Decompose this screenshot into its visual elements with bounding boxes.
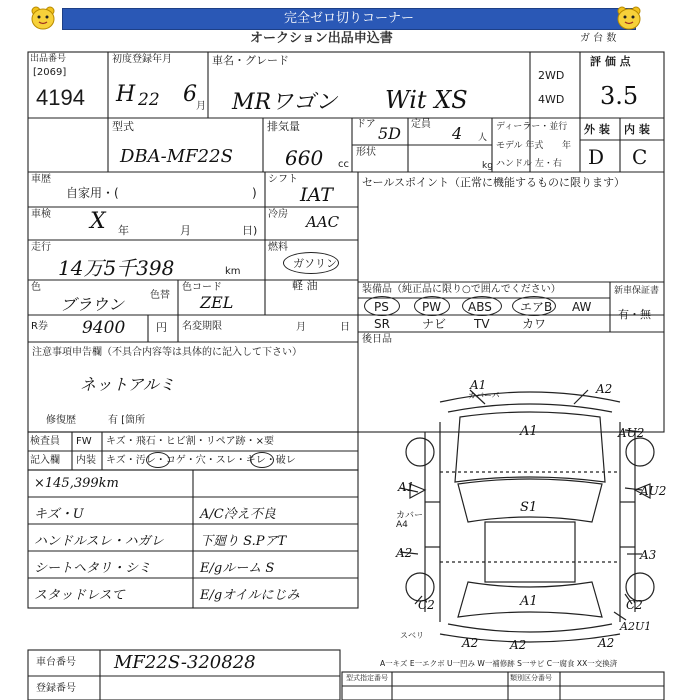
color-code-value: ZEL (200, 293, 234, 312)
type-designation-label: 型式指定番号 (346, 674, 388, 682)
door-value: 5D (378, 124, 402, 143)
equip-ps: PS (374, 300, 389, 314)
model-label: 車名・グレード (212, 54, 289, 67)
name-change-label: 名変期限 (182, 321, 222, 332)
inspection-month: 月 (180, 224, 191, 237)
interior-label: 内 装 (624, 123, 650, 136)
new-car-warranty-value: 有・無 (618, 308, 651, 321)
handle-label: ハンドル 左・右 (496, 159, 562, 169)
exterior-grade: D (588, 145, 605, 169)
ac-value: AAC (306, 213, 340, 231)
name-change-month: 月 (296, 322, 306, 333)
damage-legend: A一キズ E一エクボ U一凹み W一補修跡 S一サビ C一腐食 XX一交換済 (380, 659, 618, 668)
header-right-label: ガ 台 数 (580, 33, 617, 44)
door-label: ドア (356, 119, 376, 130)
notes-value: ネットアルミ (80, 375, 175, 394)
damage-a2-bottom-1: A2 (462, 636, 479, 650)
damage-a2-left: A2 (396, 546, 413, 560)
damage-c2-left: C2 (418, 598, 435, 612)
damage-a2-top: A2 (596, 382, 613, 396)
model-year-label: モデル 年式 (496, 141, 544, 151)
remark-left-3: ハンドルスレ・ハガレ (34, 534, 164, 549)
equip-abs: ABS (468, 300, 492, 314)
damage-s1: S1 (520, 500, 538, 515)
inspection-label: 車検 (31, 209, 51, 220)
model-value: MRワゴン (232, 90, 338, 115)
new-car-warranty-label: 新車保証書 (614, 286, 660, 296)
equip-pw-circle (414, 296, 450, 316)
usage-value: 自家用・( (66, 186, 119, 200)
inspector-label: 検査員 (30, 436, 60, 447)
damage-au2-right2: AU2 (640, 484, 667, 498)
repair-history-value: 有 [箇所 (108, 415, 146, 426)
year-unit: 年 (562, 141, 572, 151)
lot-code: [2069] (33, 67, 67, 78)
color-label: 色 (31, 282, 41, 293)
damage-a1-top: A1 (470, 378, 487, 392)
shape-label: 形状 (356, 147, 376, 158)
equip-aw: AW (572, 300, 592, 314)
recycle-label: R券 (31, 321, 48, 332)
mileage-value: 14万5千398 (58, 256, 175, 280)
equip-tv: TV (474, 317, 490, 331)
era-value: H (116, 82, 136, 107)
capacity-value: 4 (452, 124, 463, 143)
dealer-label: ディーラー・並行 (496, 122, 568, 132)
type-value: DBA-MF22S (120, 146, 233, 167)
equip-airbag-circle (512, 296, 556, 316)
chassis-number-value: MF22S-320828 (114, 652, 256, 673)
ac-label: 冷房 (268, 209, 288, 220)
color-code-label: 色コード (182, 282, 222, 293)
displacement-label: 排気量 (267, 120, 300, 133)
interior-row-text: キズ・汚レ・コゲ・穴・スレ・キレ・破レ (106, 455, 296, 466)
equip-kawa: カワ (522, 317, 547, 331)
inspection-day: 日) (242, 224, 258, 237)
month-unit: 月 (196, 101, 206, 112)
damage-c2-right: C2 (626, 598, 643, 612)
class-code-label: 類別区分番号 (510, 674, 552, 682)
color-value: ブラウン (60, 295, 125, 314)
damage-a1-hood: A1 (520, 424, 538, 439)
displacement-unit: cc (338, 159, 349, 170)
recycle-unit: 円 (156, 321, 167, 334)
score-value: 3.5 (600, 82, 639, 110)
record-label: 記入欄 (30, 455, 60, 466)
name-change-day: 日 (340, 322, 350, 333)
month-value: 6 (183, 82, 197, 107)
wear-circle (250, 452, 274, 468)
mileage-unit: km (225, 266, 241, 277)
color-shade-label: 色替 (150, 290, 170, 301)
equip-pw: PW (422, 300, 442, 314)
interior-grade: C (632, 145, 648, 169)
fuel-gasoline-circle (283, 252, 339, 274)
remark-right-1: A/C冷え不良 (200, 507, 276, 522)
usage-label: 車歴 (31, 174, 51, 185)
first-registration-label: 初度登録年月 (112, 54, 172, 65)
equipment-label: 装備品（純正品に限り○で囲んでください） (362, 284, 561, 295)
interior-row-label: 内装 (76, 455, 96, 466)
form-title: オークション出品申込書 (250, 31, 393, 46)
damage-a3-right: A3 (640, 548, 657, 562)
notes-label: 注意事項申告欄（不具合内容等は具体的に記入して下さい） (32, 347, 302, 358)
mileage-label: 走行 (31, 242, 51, 253)
inspection-year: 年 (118, 224, 129, 237)
capacity-unit: 人 (478, 133, 488, 143)
score-label: 評 価 点 (590, 55, 631, 68)
damage-a2u1: A2U1 (620, 620, 652, 633)
fuel-gasoline: ガソリン (293, 257, 337, 270)
rear-items-label: 後日品 (362, 334, 392, 345)
recycle-value: 9400 (82, 318, 126, 338)
fw-text: キズ・飛石・ヒビ割・リペア跡・×要 (106, 436, 274, 447)
damage-a2-bottom-3: A2 (598, 636, 615, 650)
registration-number-label: 登録番号 (36, 683, 76, 694)
repair-history-label: 修復歴 (46, 415, 76, 426)
fuel-diesel: 軽 油 (292, 279, 318, 292)
equip-abs-circle (462, 296, 502, 316)
kg-unit: kg (482, 161, 493, 171)
usage-close: ) (252, 186, 257, 200)
stain-circle (146, 452, 170, 468)
drive-4wd: 4WD (538, 93, 565, 106)
remark-left-4: シートヘタリ・シミ (34, 561, 152, 576)
fw-label: FW (76, 436, 92, 447)
damage-a1-left: A1 (398, 480, 415, 494)
remark-right-3: E/gルーム S (200, 561, 275, 576)
equip-sr: SR (374, 317, 390, 331)
grade-value: Wit XS (385, 86, 468, 114)
chassis-number-label: 車台番号 (36, 657, 76, 668)
drive-2wd: 2WD (538, 69, 565, 82)
remark-left-2: キズ・U (34, 507, 84, 522)
inspection-value: X (90, 209, 106, 234)
remark-right-2: 下廻り S.PアT (200, 534, 287, 549)
damage-a1-low: A1 (520, 594, 538, 609)
damage-au2-right: AU2 (618, 426, 645, 440)
damage-a2-bottom-2: A2 (510, 638, 527, 652)
venue-label: 出品番号 (30, 54, 67, 64)
banner-title: 完全ゼロ切りコーナー (62, 8, 636, 30)
equip-airbag: エアB (520, 300, 553, 314)
damage-kaba-a4: カバー A4 (396, 511, 424, 530)
remark-left-1: ×145,399km (34, 476, 119, 491)
type-label: 型式 (112, 120, 134, 133)
displacement-value: 660 (285, 146, 324, 170)
year-value: 22 (138, 90, 160, 110)
lot-number: 4194 (36, 85, 85, 110)
remark-right-4: E/gオイルにじみ (200, 588, 300, 603)
shift-label: シフト (268, 174, 298, 185)
capacity-label: 定員 (411, 119, 431, 130)
equip-navi: ナビ (422, 317, 447, 331)
fuel-label: 燃料 (268, 242, 288, 253)
damage-kaba: カバーパ (468, 391, 500, 400)
sales-point-label: セールスポイント（正常に機能するものに限ります） (362, 176, 626, 189)
shift-value: IAT (300, 184, 333, 206)
remark-left-5: スタッドレスて (34, 588, 125, 603)
damage-suberi: スベリ (400, 631, 424, 640)
exterior-label: 外 装 (584, 123, 610, 136)
equip-ps-circle (364, 296, 400, 316)
